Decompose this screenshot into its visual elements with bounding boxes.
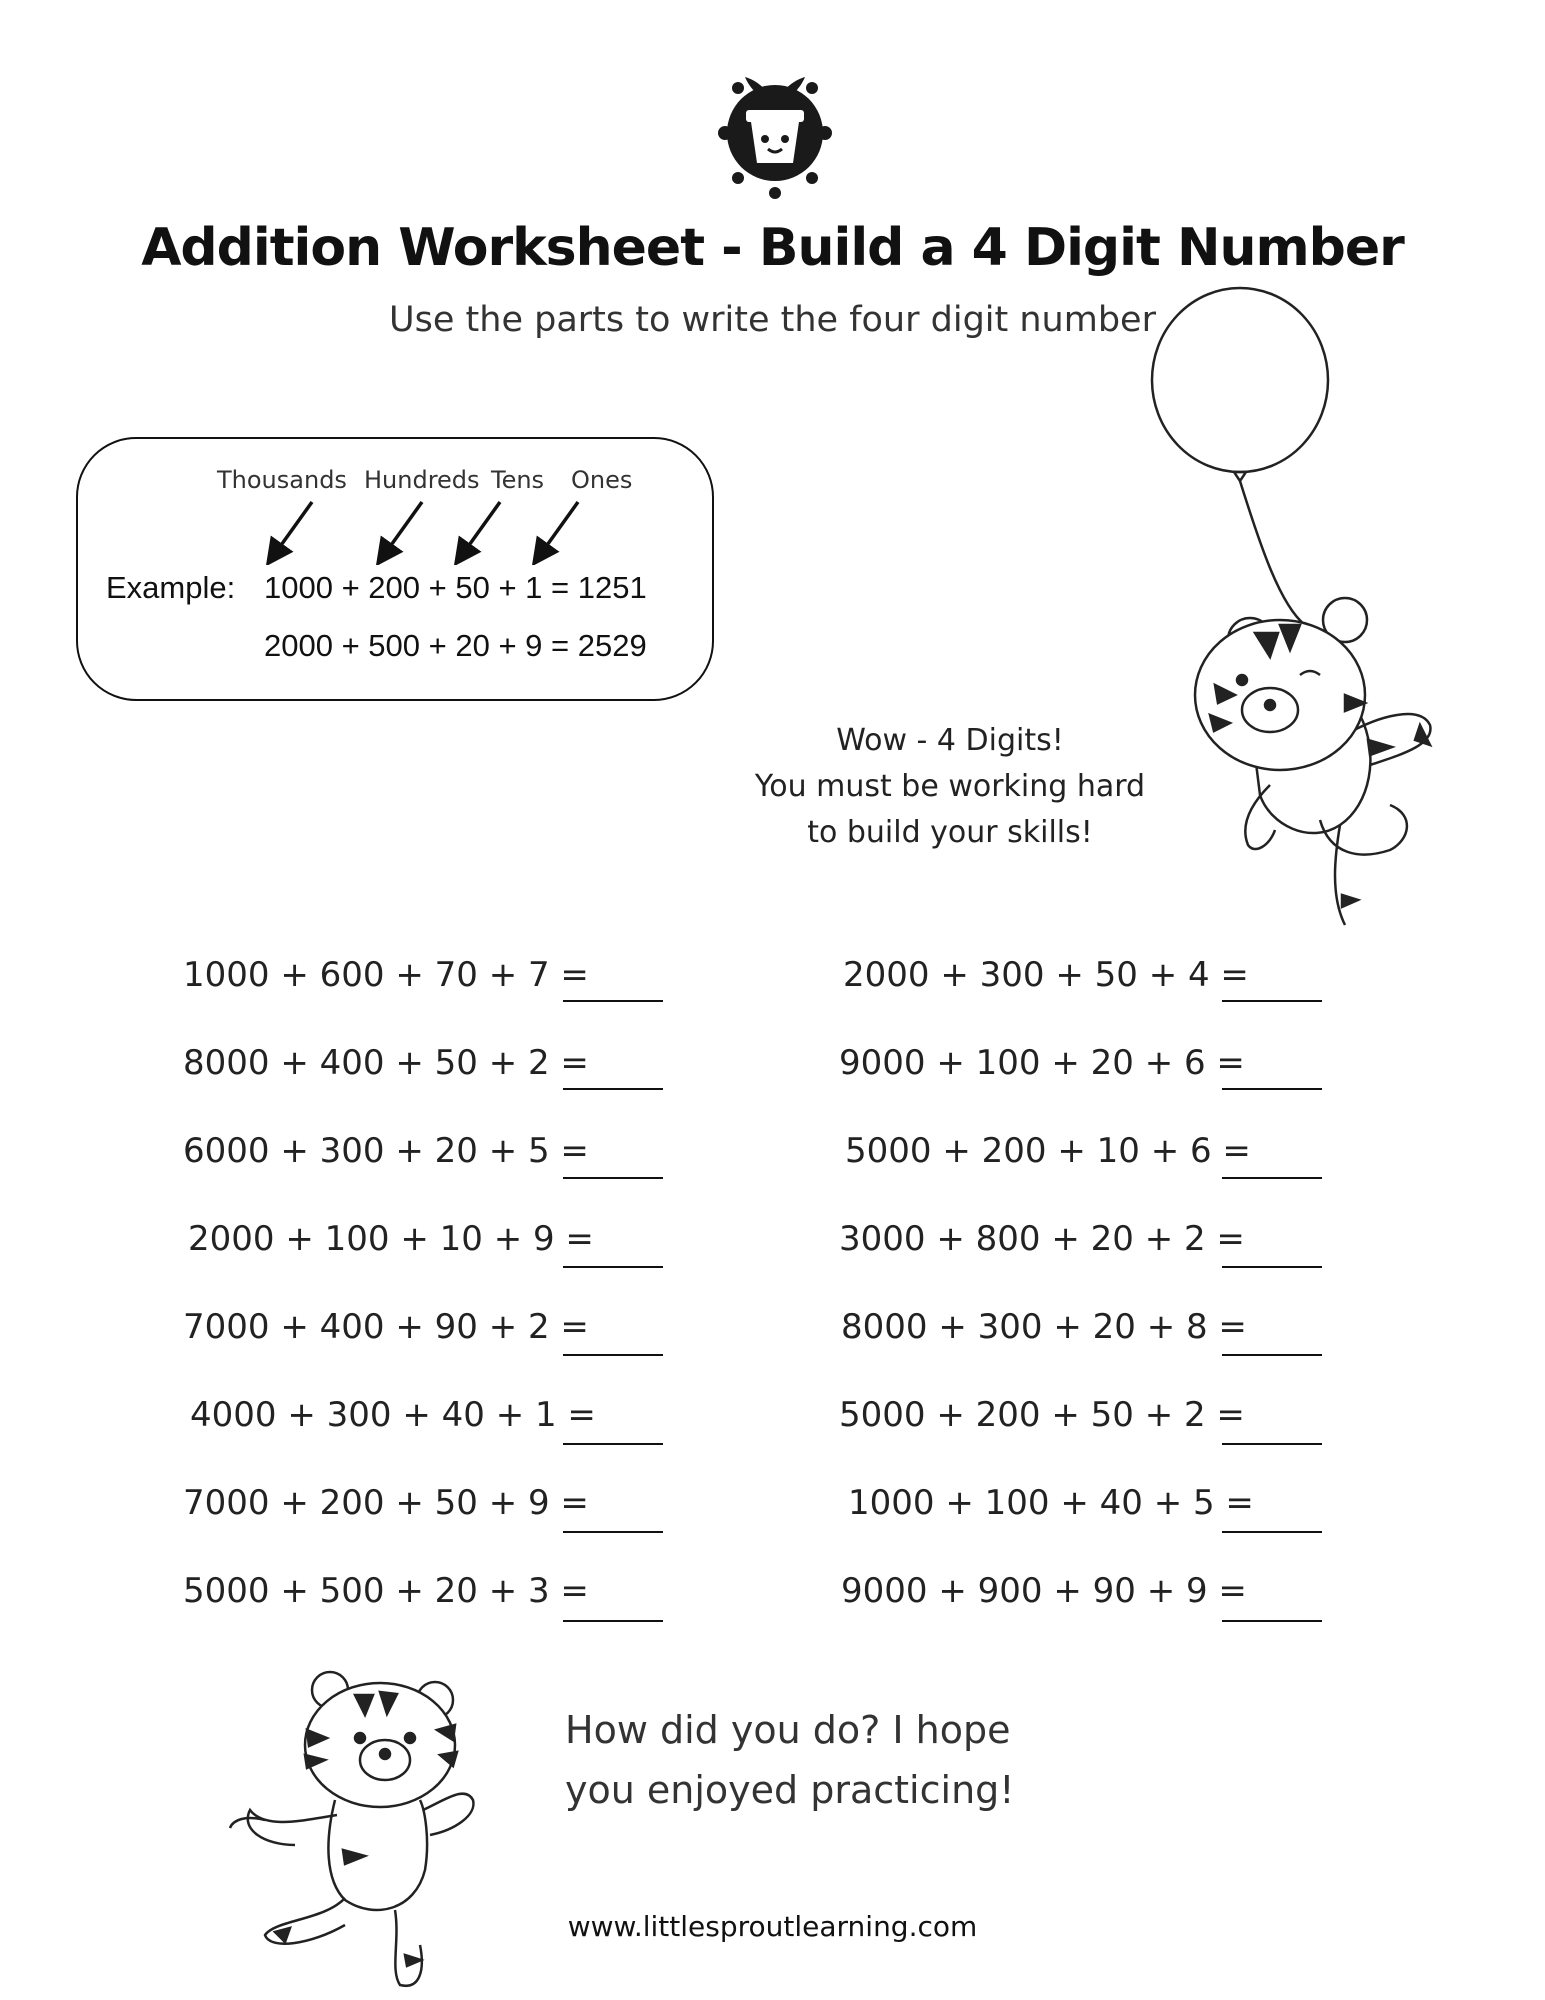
encouragement-line: Wow - 4 Digits! [836,723,1064,758]
balloon-icon [1152,288,1328,472]
example-label: Example: [106,570,236,605]
answer-blank[interactable] [1222,1620,1322,1622]
problem-left-1: 1000 + 600 + 70 + 7 = [183,955,589,995]
tiger-with-balloon-icon [1130,285,1455,935]
arrow-hundreds [384,502,422,555]
answer-blank[interactable] [563,1531,663,1533]
problem-left-4: 2000 + 100 + 10 + 9 = [188,1219,594,1259]
website-link[interactable]: www.littlesproutlearning.com [567,1910,978,1943]
place-label-tens: Tens [491,466,545,494]
answer-blank[interactable] [1222,1266,1322,1268]
answer-blank[interactable] [563,1443,663,1445]
arrow-ones [540,502,578,555]
closing-line: How did you do? I hope [565,1708,1011,1752]
problem-left-2: 8000 + 400 + 50 + 2 = [183,1043,589,1083]
problem-right-3: 5000 + 200 + 10 + 6 = [845,1131,1251,1171]
problem-left-6: 4000 + 300 + 40 + 1 = [190,1395,596,1435]
problem-right-7: 1000 + 100 + 40 + 5 = [848,1483,1254,1523]
sprout-pot-logo-icon [690,55,860,205]
answer-blank[interactable] [1222,1443,1322,1445]
encouragement-line: You must be working hard [754,769,1146,804]
closing-message [565,1700,1015,1820]
problem-left-3: 6000 + 300 + 20 + 5 = [183,1131,589,1171]
closing-line: you enjoyed practicing! [565,1768,1015,1812]
problem-right-5: 8000 + 300 + 20 + 8 = [841,1307,1247,1347]
answer-blank[interactable] [1222,1531,1322,1533]
page-subtitle: Use the parts to write the four digit number [389,300,1156,340]
problem-right-2: 9000 + 100 + 20 + 6 = [839,1043,1245,1083]
arrow-thousands [274,502,312,555]
answer-blank[interactable] [563,1000,663,1002]
encouragement-text [720,718,1180,856]
problem-right-1: 2000 + 300 + 50 + 4 = [843,955,1249,995]
example-line-1: 1000 + 200 + 50 + 1 = 1251 [264,570,647,605]
arrow-tens [462,502,500,555]
problem-left-5: 7000 + 400 + 90 + 2 = [183,1307,589,1347]
place-label-thousands: Thousands [217,466,347,494]
answer-blank[interactable] [563,1620,663,1622]
answer-blank[interactable] [1222,1000,1322,1002]
answer-blank[interactable] [563,1088,663,1090]
encouragement-line: to build your skills! [807,815,1093,850]
problem-left-8: 5000 + 500 + 20 + 3 = [183,1571,589,1611]
answer-blank[interactable] [563,1354,663,1356]
page-title: Addition Worksheet - Build a 4 Digit Number [141,218,1404,278]
answer-blank[interactable] [1222,1177,1322,1179]
place-label-hundreds: Hundreds [364,466,480,494]
answer-blank[interactable] [563,1266,663,1268]
problem-right-8: 9000 + 900 + 90 + 9 = [841,1571,1247,1611]
place-label-ones: Ones [571,466,633,494]
place-value-arrows [260,500,600,565]
answer-blank[interactable] [1222,1354,1322,1356]
problem-right-4: 3000 + 800 + 20 + 2 = [839,1219,1245,1259]
answer-blank[interactable] [563,1177,663,1179]
answer-blank[interactable] [1222,1088,1322,1090]
example-line-2: 2000 + 500 + 20 + 9 = 2529 [264,628,647,663]
problem-right-6: 5000 + 200 + 50 + 2 = [839,1395,1245,1435]
problem-left-7: 7000 + 200 + 50 + 9 = [183,1483,589,1523]
